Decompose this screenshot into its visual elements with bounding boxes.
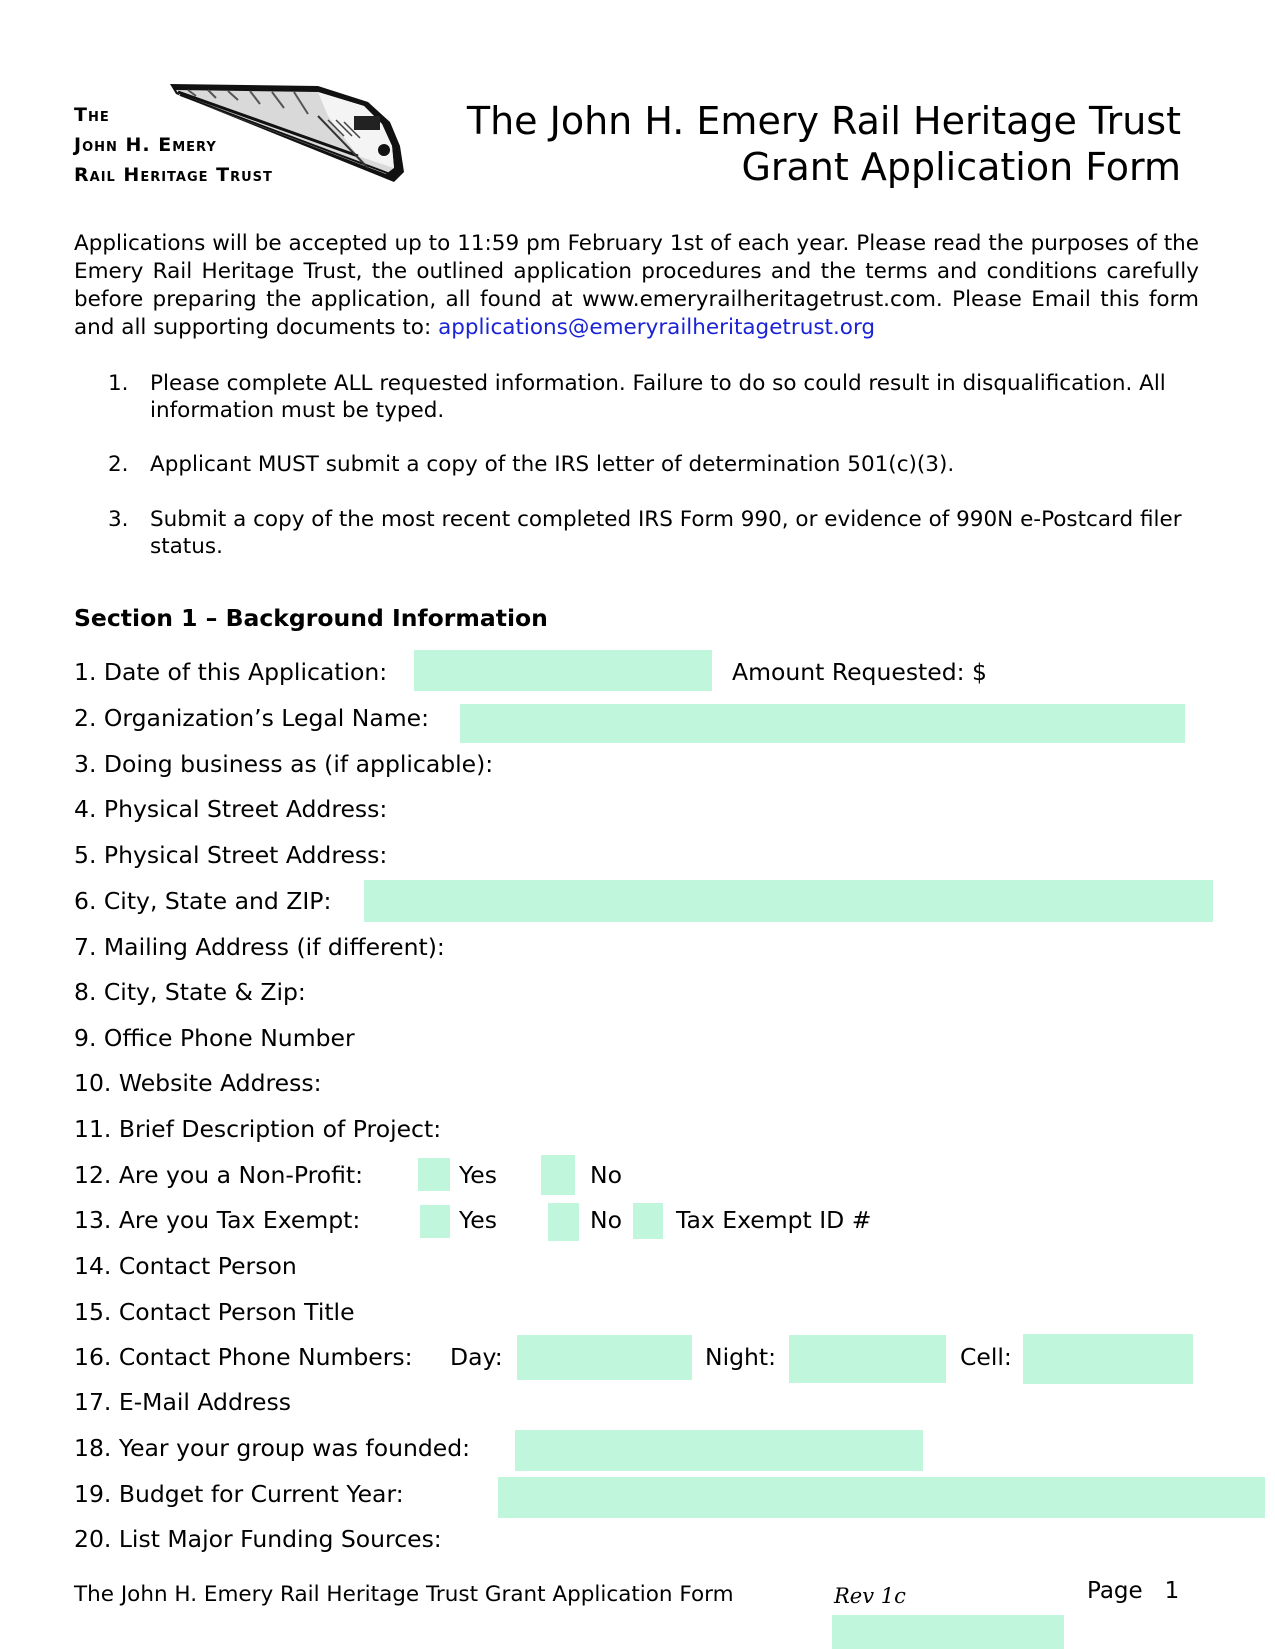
form-title-line-1: The John H. Emery Rail Heritage Trust bbox=[466, 99, 1181, 143]
night-phone-field[interactable] bbox=[789, 1335, 946, 1383]
instruction-text: Please complete ALL requested information. Failure to do so could result in disqualification. All information must be typed. bbox=[150, 371, 1166, 423]
tax-exempt-label: 13. Are you Tax Exempt: bbox=[74, 1206, 361, 1234]
tax-exempt-no-checkbox[interactable] bbox=[548, 1203, 579, 1241]
page-number: 1 bbox=[1164, 1578, 1180, 1604]
page-label: Page bbox=[1087, 1578, 1143, 1604]
non-profit-label: 12. Are you a Non-Profit: bbox=[74, 1161, 364, 1189]
current-budget-label: 19. Budget for Current Year: bbox=[74, 1480, 404, 1508]
logo-line-3: Rail Heritage Trust bbox=[74, 164, 273, 186]
logo-line-1: The bbox=[74, 104, 110, 126]
non-profit-yes-checkbox[interactable] bbox=[418, 1158, 450, 1191]
year-founded-label: 18. Year your group was founded: bbox=[74, 1434, 471, 1462]
office-phone-label: 9. Office Phone Number bbox=[74, 1024, 355, 1052]
tax-exempt-yes-checkbox[interactable] bbox=[420, 1205, 450, 1238]
city-state-zip-field[interactable] bbox=[364, 880, 1213, 922]
form-title bbox=[467, 98, 1181, 190]
instruction-number: 3. bbox=[108, 507, 129, 532]
date-of-application-label: 1. Date of this Application: bbox=[74, 658, 388, 686]
date-of-application-field[interactable] bbox=[414, 650, 712, 691]
non-profit-no-checkbox[interactable] bbox=[541, 1155, 575, 1195]
instruction-text: Applicant MUST submit a copy of the IRS letter of determination 501(c)(3). bbox=[150, 452, 955, 477]
cell-phone-label: Cell: bbox=[960, 1343, 1012, 1371]
non-profit-no-label: No bbox=[590, 1161, 622, 1189]
tax-exempt-no-label: No bbox=[590, 1206, 622, 1234]
funding-sources-label: 20. List Major Funding Sources: bbox=[74, 1525, 442, 1553]
instruction-number: 1. bbox=[108, 371, 129, 396]
website-address-label: 10. Website Address: bbox=[74, 1069, 322, 1097]
intro-text: Applications will be accepted up to 11:59 pm February 1st of each year. Please read the purposes of the Emery Rail Heritage Trust, the outlined application procedures and the terms and conditions carefully before preparing the application, all found at www.emeryrailheritagetrust.com. Please Email this form and all supporting documents to: bbox=[74, 231, 1199, 340]
amount-requested-label: Amount Requested: $ bbox=[732, 658, 987, 686]
section-1-title: Section 1 – Background Information bbox=[74, 604, 548, 632]
tax-exempt-yes-label: Yes bbox=[459, 1206, 497, 1234]
locomotive-logo-icon bbox=[168, 76, 406, 186]
tax-exempt-id-field[interactable] bbox=[633, 1203, 663, 1239]
project-description-label: 11. Brief Description of Project: bbox=[74, 1115, 442, 1143]
day-phone-label: Day: bbox=[450, 1343, 503, 1371]
logo-line-2: John H. Emery bbox=[74, 134, 217, 156]
form-title-line-2: Grant Application Form bbox=[741, 145, 1181, 189]
mailing-address-label: 7. Mailing Address (if different): bbox=[74, 933, 445, 961]
tax-exempt-id-label: Tax Exempt ID # bbox=[676, 1206, 872, 1234]
day-phone-field[interactable] bbox=[517, 1335, 692, 1380]
page-indicator bbox=[1087, 1578, 1179, 1604]
revision-label: Rev 1c bbox=[834, 1584, 906, 1608]
contact-person-label: 14. Contact Person bbox=[74, 1252, 297, 1280]
instruction-text: Submit a copy of the most recent completed IRS Form 990, or evidence of 990N e-Postcard filer status. bbox=[150, 507, 1182, 559]
night-phone-label: Night: bbox=[705, 1343, 777, 1371]
contact-phone-label: 16. Contact Phone Numbers: bbox=[74, 1343, 413, 1371]
intro-paragraph bbox=[74, 230, 1199, 342]
contact-person-title-label: 15. Contact Person Title bbox=[74, 1298, 355, 1326]
city-state-zip-label: 6. City, State and ZIP: bbox=[74, 887, 332, 915]
email-address-label: 17. E-Mail Address bbox=[74, 1388, 291, 1416]
mailing-city-state-zip-label: 8. City, State & Zip: bbox=[74, 978, 306, 1006]
application-email-link[interactable]: applications@emeryrailheritagetrust.org bbox=[438, 315, 876, 340]
physical-street-address-label: 4. Physical Street Address: bbox=[74, 795, 388, 823]
cell-phone-field[interactable] bbox=[1023, 1334, 1193, 1384]
legal-name-field[interactable] bbox=[460, 704, 1185, 743]
legal-name-label: 2. Organization’s Legal Name: bbox=[74, 704, 430, 732]
non-profit-yes-label: Yes bbox=[459, 1161, 497, 1189]
footer-field[interactable] bbox=[832, 1615, 1064, 1649]
instruction-number: 2. bbox=[108, 452, 129, 477]
year-founded-field[interactable] bbox=[515, 1430, 923, 1471]
doing-business-as-label: 3. Doing business as (if applicable): bbox=[74, 750, 494, 778]
current-budget-field[interactable] bbox=[498, 1477, 1265, 1518]
footer-form-name: The John H. Emery Rail Heritage Trust Grant Application Form bbox=[74, 1582, 734, 1607]
physical-street-address-2-label: 5. Physical Street Address: bbox=[74, 841, 388, 869]
